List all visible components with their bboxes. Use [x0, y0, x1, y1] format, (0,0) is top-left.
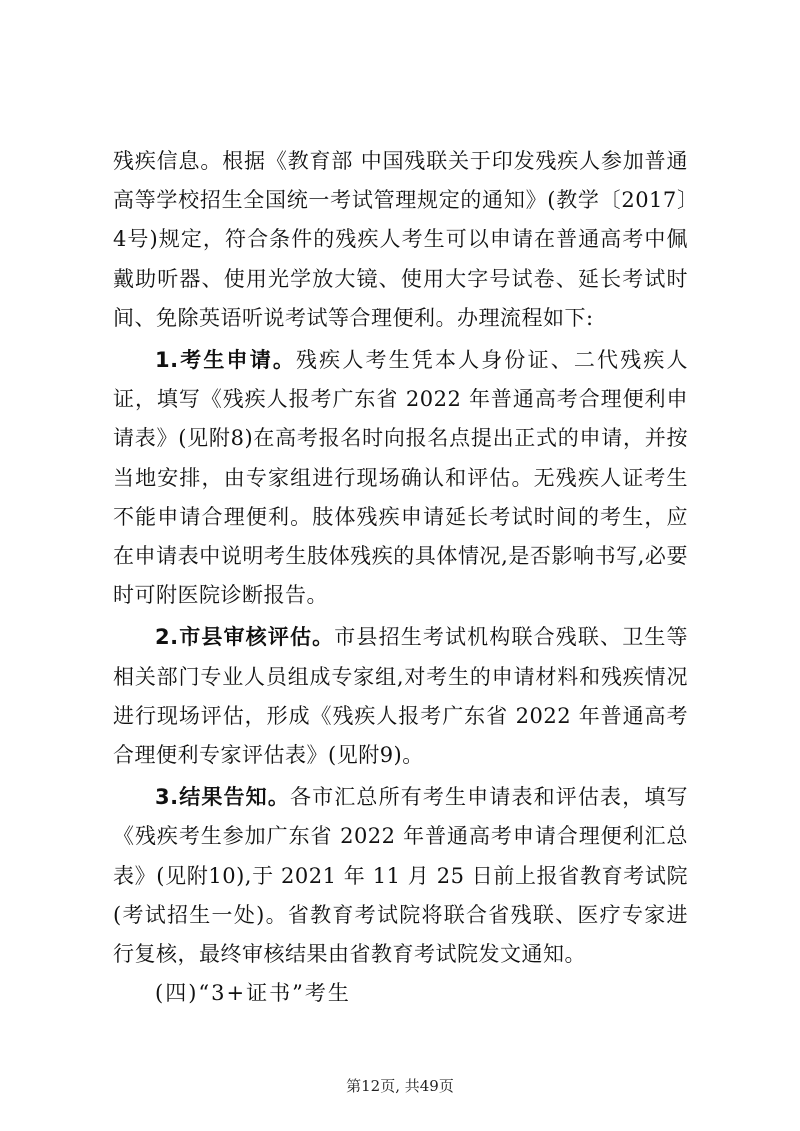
item-heading: 1.考生申请。: [155, 348, 297, 373]
document-body: [113, 142, 688, 1013]
list-item: [113, 341, 688, 615]
item-heading: 2.市县审核评估。: [155, 625, 335, 650]
item-text: 各市汇总所有考生申请表和评估表，填写《残疾考生参加广东省 2022 年普通高考申请合理便利汇总表》(见附10),于 2021 年 11 月 25 日前上报省教育考试院(考试招生一处)。省教育考试院将联合省残联、医疗专家进行复核，最终审核结果由省教育考试院发文通知。: [113, 785, 689, 967]
item-heading: 3.结果告知。: [155, 785, 290, 810]
list-item: [113, 618, 688, 775]
subsection-heading: (四)“3+证书”考生: [155, 981, 351, 1006]
intro-paragraph: 残疾信息。根据《教育部 中国残联关于印发残疾人参加普通高等学校招生全国统一考试管理规定的通知》(教学〔2017〕4号)规定，符合条件的残疾人考生可以申请在普通高考中佩戴助听器、使用光学放大镜、使用大字号试卷、延长考试时间、免除英语听说考试等合理便利。办理流程如下:: [113, 149, 688, 330]
page-number: 第12页, 共49页: [346, 1077, 454, 1095]
item-text: 市县招生考试机构联合残联、卫生等相关部门专业人员组成专家组,对考生的申请材料和残疾情况进行现场评估，形成《残疾人报考广东省 2022 年普通高考合理便利专家评估表》(见附9)。: [113, 625, 689, 768]
item-text: 残疾人考生凭本人身份证、二代残疾人证，填写《残疾人报考广东省 2022 年普通高考合理便利申请表》(见附8)在高考报名时向报名点提出正式的申请，并按当地安排，由专家组进行现场确认和评估。无残疾人证考生不能申请合理便利。肢体残疾申请延长考试时间的考生，应在申请表中说明考生肢体残疾的具体情况,是否影响书写,必要时可附医院诊断报告。: [113, 348, 689, 608]
list-item: [113, 778, 688, 974]
